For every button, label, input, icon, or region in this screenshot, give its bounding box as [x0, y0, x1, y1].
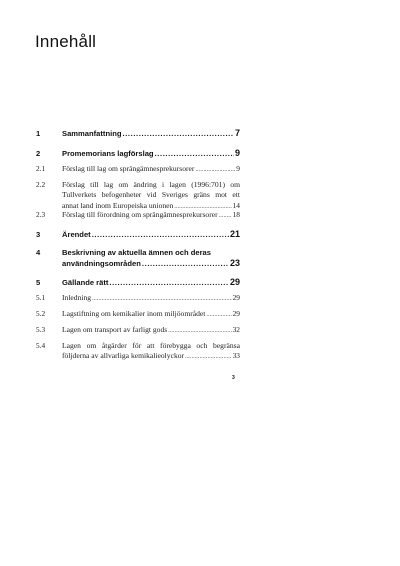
toc-leader-dots	[92, 293, 232, 302]
toc-entry-page: 29	[232, 309, 240, 318]
toc-entry-label-line: Förslag till lag om ändring i lagen (1996:701) om	[62, 180, 240, 189]
toc-leader-dots	[219, 210, 232, 219]
toc-entry-number: 2.2	[36, 180, 46, 189]
page-number: 3	[232, 375, 235, 381]
toc-entry-label: Förslag till lag om sprängämnesprekursorer	[62, 164, 195, 173]
toc-entry-label-line: annat land inom Europeiska unionen	[62, 200, 174, 210]
toc-entry-number: 2.3	[36, 210, 46, 219]
toc-leader-dots	[109, 278, 229, 287]
toc-entry-chapter[interactable]	[36, 229, 240, 239]
toc-entry-page: 33	[232, 351, 240, 361]
toc-entry-label-line: Beskrivning av aktuella ämnen och deras	[62, 248, 211, 257]
toc-entry-page: 18	[232, 210, 240, 219]
toc-entry-label-line: Tullverkets befogenheter vid Sveriges gräns mot ett	[62, 190, 240, 200]
toc-entry-label-line: Lagen om åtgärder för att förebygga och begränsa	[62, 341, 240, 350]
toc-entry-label-line: användningsområden	[62, 259, 141, 269]
toc-entry-label: Lagstiftning om kemikalier inom miljöområdet	[62, 309, 206, 318]
toc-entry-label: Lagen om transport av farligt gods	[62, 325, 168, 334]
toc-entry-page: 29	[229, 277, 240, 287]
toc-entry-page: 23	[229, 258, 240, 269]
toc-leader-dots	[195, 164, 235, 173]
toc-entry-number: 2.1	[36, 164, 46, 173]
toc-entry-label: Sammanfattning	[62, 129, 122, 138]
toc-entry-page: 21	[229, 229, 240, 239]
toc-entry-section[interactable]	[36, 309, 240, 318]
toc-leader-dots	[206, 309, 231, 318]
toc-entry-number: 5.3	[36, 325, 46, 334]
toc-entry-number: 2	[36, 149, 41, 158]
toc-entry-label: Förslag till förordning om sprängämnesprekursorer	[62, 210, 218, 219]
toc-entry-number: 1	[36, 129, 41, 138]
toc-entry-section[interactable]	[36, 210, 240, 219]
toc-entry-number: 5.1	[36, 293, 46, 302]
toc-entry-number: 4	[36, 248, 41, 257]
toc-entry-label-line: följderna av allvarliga kemikalieolyckor	[62, 351, 185, 361]
toc-entry-chapter[interactable]	[36, 148, 240, 158]
toc-leader-dots	[155, 149, 234, 158]
toc-entry-chapter[interactable]	[36, 277, 240, 287]
toc-entry-page: 29	[232, 293, 240, 302]
toc-leader-dots	[174, 201, 231, 210]
toc-entry-page: 9	[234, 148, 240, 158]
toc-entry-number: 5.4	[36, 341, 46, 350]
toc-leader-dots	[123, 129, 234, 138]
toc-entry-page: 7	[234, 128, 240, 138]
toc-entry-page: 9	[236, 164, 240, 173]
toc-entry-section[interactable]	[36, 180, 240, 210]
toc-entry-label: Gällande rätt	[62, 278, 109, 287]
toc-leader-dots	[168, 325, 231, 334]
toc-entry-label: Inledning	[62, 293, 92, 302]
toc-leader-dots	[185, 351, 232, 360]
toc-leader-dots	[92, 230, 229, 239]
toc-entry-section[interactable]	[36, 341, 240, 360]
toc-entry-section[interactable]	[36, 325, 240, 334]
toc-entry-chapter[interactable]	[36, 248, 240, 268]
toc-entry-number: 5	[36, 278, 41, 287]
toc-entry-section[interactable]	[36, 164, 240, 173]
toc-entry-number: 5.2	[36, 309, 46, 318]
toc-leader-dots	[142, 259, 229, 268]
toc-entry-label: Ärendet	[62, 230, 91, 239]
toc-entry-page: 32	[232, 325, 240, 334]
page-title: Innehåll	[35, 32, 97, 51]
toc-entry-section[interactable]	[36, 293, 240, 302]
toc-entry-page: 14	[232, 200, 240, 210]
toc-entry-number: 3	[36, 230, 41, 239]
toc-entry-label: Promemorians lagförslag	[62, 149, 154, 158]
toc-entry-chapter[interactable]	[36, 128, 240, 138]
